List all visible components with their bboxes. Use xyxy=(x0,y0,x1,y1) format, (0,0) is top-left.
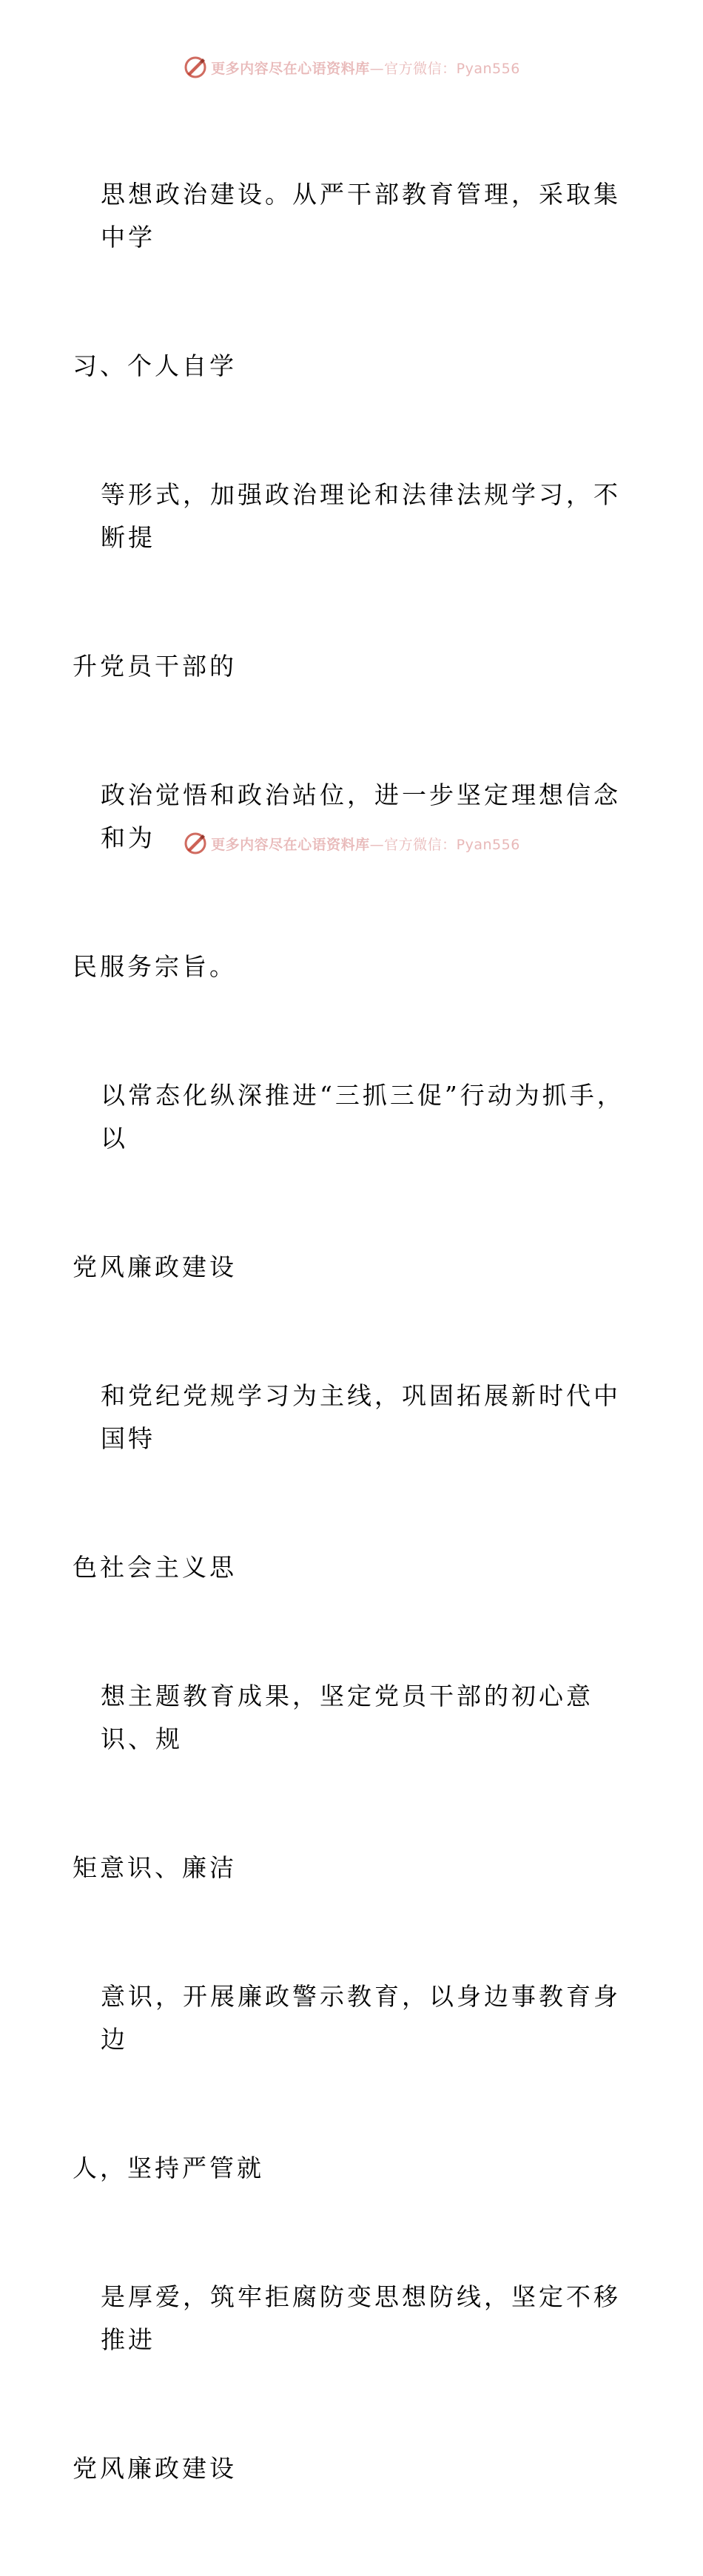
text-line: 色社会主义思 xyxy=(73,1553,237,1582)
text-line: 党风廉政建设 xyxy=(73,1252,237,1281)
watermark-text-main: 更多内容尽在心语资料库 xyxy=(211,836,370,853)
pen-logo-icon xyxy=(183,55,208,80)
watermark-text-wechat: —官方微信：Pyan556 xyxy=(369,836,520,853)
text-line: 矩意识、廉洁 xyxy=(73,1853,237,1882)
watermark-group xyxy=(183,831,520,856)
text-line: 思想政治建设。从严干部教育管理，采取集中学 xyxy=(101,180,621,252)
text-line: 等形式，加强政治理论和法律法规学习，不断提 xyxy=(101,480,621,552)
footer-watermark xyxy=(0,829,703,858)
watermark-group xyxy=(183,55,520,80)
text-line: 习、个人自学 xyxy=(73,351,237,380)
text-line: 党风廉政建设 xyxy=(73,2454,237,2483)
text-line: 是厚爱，筑牢拒腐防变思想防线，坚定不移推进 xyxy=(101,2282,621,2354)
header-watermark xyxy=(0,53,703,82)
pen-logo-icon xyxy=(183,831,208,856)
text-line: 和党纪党规学习为主线，巩固拓展新时代中国特 xyxy=(101,1381,621,1453)
text-line: 想主题教育成果，坚定党员干部的初心意识、规 xyxy=(101,1682,593,1753)
text-line: 民服务宗旨。 xyxy=(73,952,237,981)
watermark-text-wechat: —官方微信：Pyan556 xyxy=(369,60,520,77)
document-paragraph xyxy=(73,87,635,2576)
watermark-text xyxy=(211,58,520,78)
text-line: 政治觉悟和政治站位，进一步坚定理想信念和为 xyxy=(101,780,621,852)
text-line: 人，坚持严管就 xyxy=(73,2154,264,2182)
watermark-text xyxy=(211,834,520,854)
text-line: 意识，开展廉政警示教育，以身边事教育身边 xyxy=(101,1982,621,2054)
watermark-text-main: 更多内容尽在心语资料库 xyxy=(211,60,370,77)
text-line: 以常态化纵深推进“三抓三促”行动为抓手，以 xyxy=(101,1081,625,1153)
document-body xyxy=(73,87,635,2576)
text-line: 升党员干部的 xyxy=(73,652,237,681)
